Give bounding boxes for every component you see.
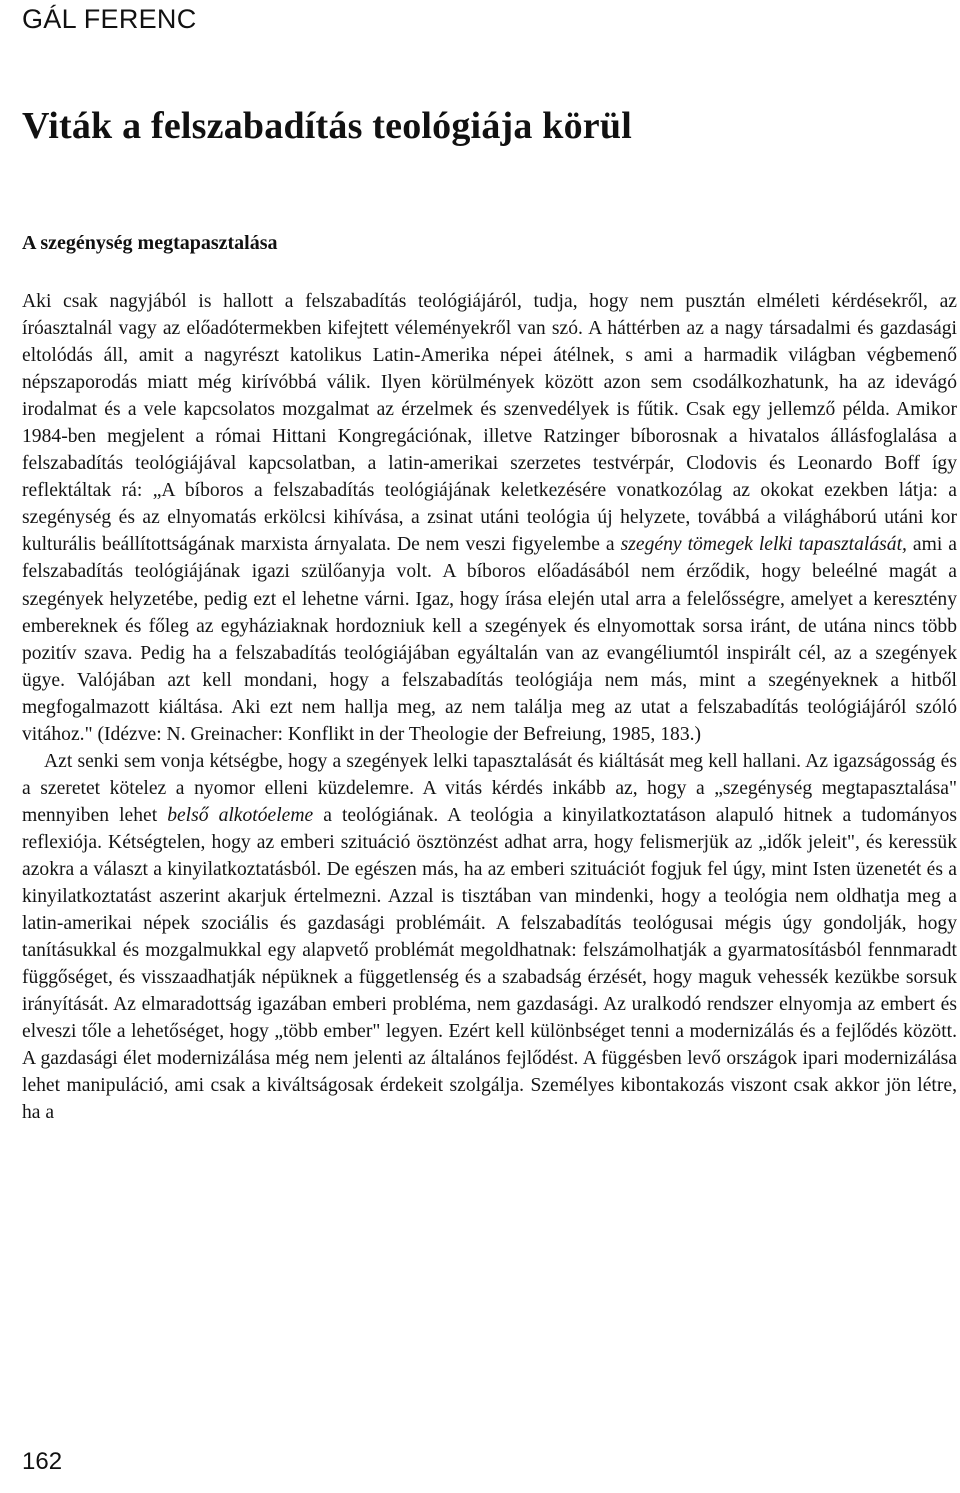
paragraph — [22, 748, 957, 1127]
page-number: 162 — [22, 1448, 63, 1475]
text-segment: Azt senki sem vonja kétségbe, hogy a szegények lelki tapasztalását és kiáltását meg kell hallani. Az igazságosság és a szeretet kötelez a nyomor elleni küzdelemre. A vitás kérdés inkább az, hogy a „szegénység megtapasztalása" mennyiben lehet — [22, 750, 957, 826]
article-title: Viták a felszabadítás teológiája körül — [22, 105, 632, 147]
italic-text-segment: belső alkotóeleme — [167, 804, 314, 826]
text-segment: ami a felszabadítás teológiájának igazi szülőanyja volt. A bíboros előadásából nem érződik, hogy beleélné magát a szegények helyzetébe, pedig ezt el lehetne várni. Igaz, hogy írása elején utal arra a felelősségre, amelyet a keresztény embereknek és főleg az egyháziaknak hordozniuk kell a szegények és elnyomottak sorsa iránt, de utána nincs több pozitív szava. Pedig ha a felszabadítás teológiájában egyáltalán van az evangéliumtól inspirált cél, az a szegények ügye. Valójában azt kell mondani, hogy a felszabadítás teológiája nem más, mint a szegényeknek a hitből megfogalmazott kiáltása. Aki ezt nem hallja meg, az nem találja meg az utat a felszabadítás teológiájáról szóló vitához." (Idézve: N. Greinacher: Konflikt in der Theologie der Befreiung, 1985, 183.) — [22, 534, 958, 745]
italic-text-segment: szegény tömegek lelki tapasztalását, — [620, 534, 907, 556]
text-segment: Aki csak nagyjából is hallott a felszabadítás teológiájáról, tudja, hogy nem pusztán elméleti kérdésekről, az íróasztalnál vagy az előadótermekben kifejtett véleményekről van szó. A háttérben az a nagy társadalmi és gazdasági eltolódás áll, amit a nagyrészt katolikus Latin-Amerika népei átélnek, s ami a harmadik világban végbemenő népszaporodás miatt még kirívóbbá válik. Ilyen körülmények között azon sem csodálkozhatunk, ha az idevágó irodalmat és a vele kapcsolatos mozgalmat az érzelmek és szenvedélyek is fűtik. Csak egy jellemző példa. Amikor 1984-ben megjelent a római Hittani Kongregációnak, illetve Ratzinger bíborosnak a hivatalos állásfoglalása a felszabadítás teológiájával kapcsolatban, a latin-amerikai szerzetes testvérpár, Clodovis és Leonardo Boff így reflektáltak rá: „A bíboros a felszabadítás teológiájának keletkezésére vonatkozólag az okokat ezekben látja: a szegénység és az elnyomatás erkölcsi kihívása, a zsinat utáni teológia új helyzete, továbbá a világháború utáni kor kulturális beállítottságának marxista árnyalata. De nem veszi figyelembe a — [22, 291, 957, 556]
section-heading: A szegénység megtapasztalása — [22, 232, 278, 254]
body-text — [22, 288, 957, 1126]
text-segment: a teológiának. A teológia a kinyilatkoztatáson alapuló hitnek a tudományos reflexiója. Kétségtelen, hogy az emberi szituáció ösztönzést adhat arra, hogy felismerjük az „idők jeleit", és keressük azokra a választ a kinyilatkoztatásból. De egészen más, ha az emberi szituációt fogjuk fel úgy, mint Isten üzenetét és a kinyilatkoztatást aszerint akarjuk értelmezni. Azzal is tisztában van mindenki, hogy a teológia nem oldhatja meg a latin-amerikai népek szociális és gazdasági problémáit. A felszabadítás teológusai mégis úgy gondolják, hogy tanításukkal és mozgalmukkal egy alapvető problémát megoldhatnak: felszámolhatják a gyarmatosításból fennmaradt függőséget, és visszaadhatják népüknek a függetlenség és a szabadság érzését, hogy maguk vehessék kezükbe sorsuk irányítását. Az elmaradottság igazában emberi probléma, nem gazdasági. Az uralkodó rendszer elnyomja az embert és elveszi tőle a lehetőséget, hogy „több ember" legyen. Ezért kell különbséget tenni a modernizálás és a fejlődés között. A gazdasági élet modernizálása még nem jelenti az általános fejlődést. A függésben levő országok ipari modernizálása lehet manipuláció, ami csak a kiváltságosak érdekeit szolgálja. Személyes kibontakozás viszont csak akkor jön létre, ha a — [22, 804, 958, 1124]
paragraph — [22, 288, 957, 748]
author-name: GÁL FERENC — [22, 4, 197, 34]
